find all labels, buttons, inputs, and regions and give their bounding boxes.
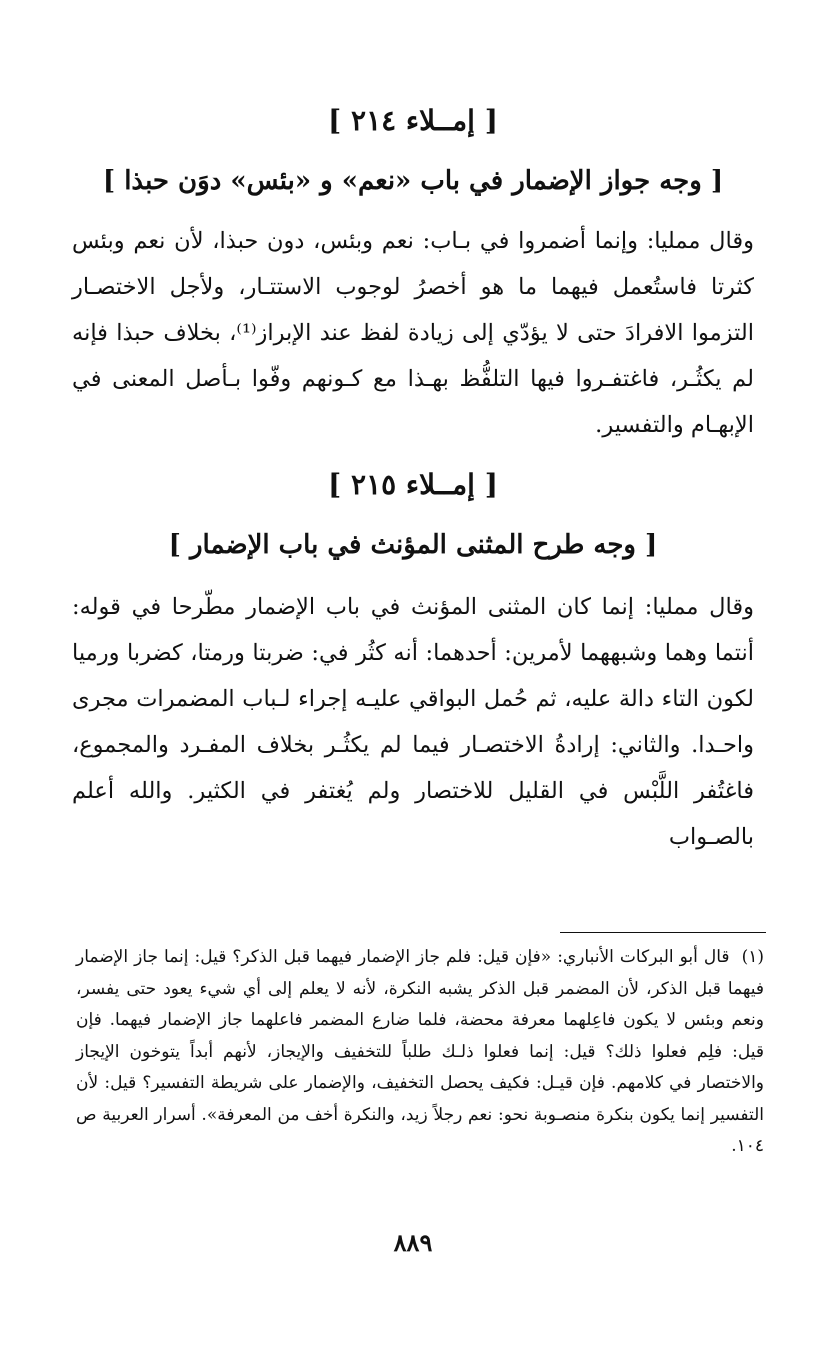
paragraph-214: وقال ممليا: وإنما أضمروا في بـاب: نعم وبئس، دون حبذا، لأن نعم وبئس كثرتا فاستُعمل فيهما ما هو أخصرُ لوجوب الاستتـار، ولأجل الاختصـار التزموا الافرادَ حتى لا يؤدّي إلى زيادة لفظ عند الإبراز⁽¹⁾، بخلاف حبذا فإنه لم يكثُـر، فاغتفـروا فيها التلفُّظ بهـذا مع كـونهم وفّوا بـأصل المعنى في الإبهـام والتفسير.: [72, 228, 754, 438]
paragraph-215: وقال ممليا: إنما كان المثنى المؤنث في باب الإضمار مطّرحا في قوله: أنتما وهما وشبههما لأمرين: أحدهما: أنه كثُر في: ضربتا ورمتا، كضربا ورميا لكون التاء دالة عليه، ثم حُمل البواقي عليـه إجراء لـباب المضمرات مجرى واحـدا. والثاني: إرادةُ الاختصـار فيما لم يكثُـر بخلاف المفـرد والمجموع، فاغتُفر اللَّبْس في القليل للاختصار ولم يُغتفر في الكثير. والله أعلم بالصـواب: [72, 594, 754, 850]
section-subtitle-214: [ وجه جواز الإضمار في باب «نعم» و «بئس» دوَن حبذا ]: [102, 166, 724, 196]
section-subtitle-215: [ وجه طرح المثنى المؤنث في باب الإضمار ]: [168, 530, 658, 560]
footnote-text: قال أبو البركات الأنباري: «فإن قيل: فلم جاز الإضمار فيهما قبل الذكر؟ قيل: إنما جاز الإضمار فيهما قبل الذكر، لأن المضمر قبل الذكر يشبه النكرة، لأنه لا يعلم إلى أي شيء يعود حتى يفسر، ونعم وبئس لا يكون فاعِلهما معرفة محضة، فلما ضارع المضمر فاعلهما جاز الإضمار فيهما. فإن قيل: فلِم فعلوا ذلك؟ قيل: إنما فعلوا ذلـك طلباً للتخفيف والإيجاز، لأنهم أبداً يتوخون الإيجاز والاختصار في كلامهم. فإن قيـل: فكيف يحصل التخفيف، والإضمار على شريطة التفسير؟ قيل: لأن التفسير إنما يكون بنكرة منصـوبة نحو: نعم رجلاً زيد، والنكرة أخف من المعرفة». أسرار العربية ص ١٠٤.: [76, 947, 764, 1156]
imla-title-214: [ إمــلاء ٢١٤ ]: [328, 104, 498, 137]
footnote-separator: [560, 932, 766, 933]
footnote-number: (١): [741, 947, 764, 967]
footnote-block: [76, 942, 764, 1163]
page-number: ٨٨٩: [393, 1228, 433, 1257]
imla-title-215: [ إمــلاء ٢١٥ ]: [328, 468, 498, 501]
